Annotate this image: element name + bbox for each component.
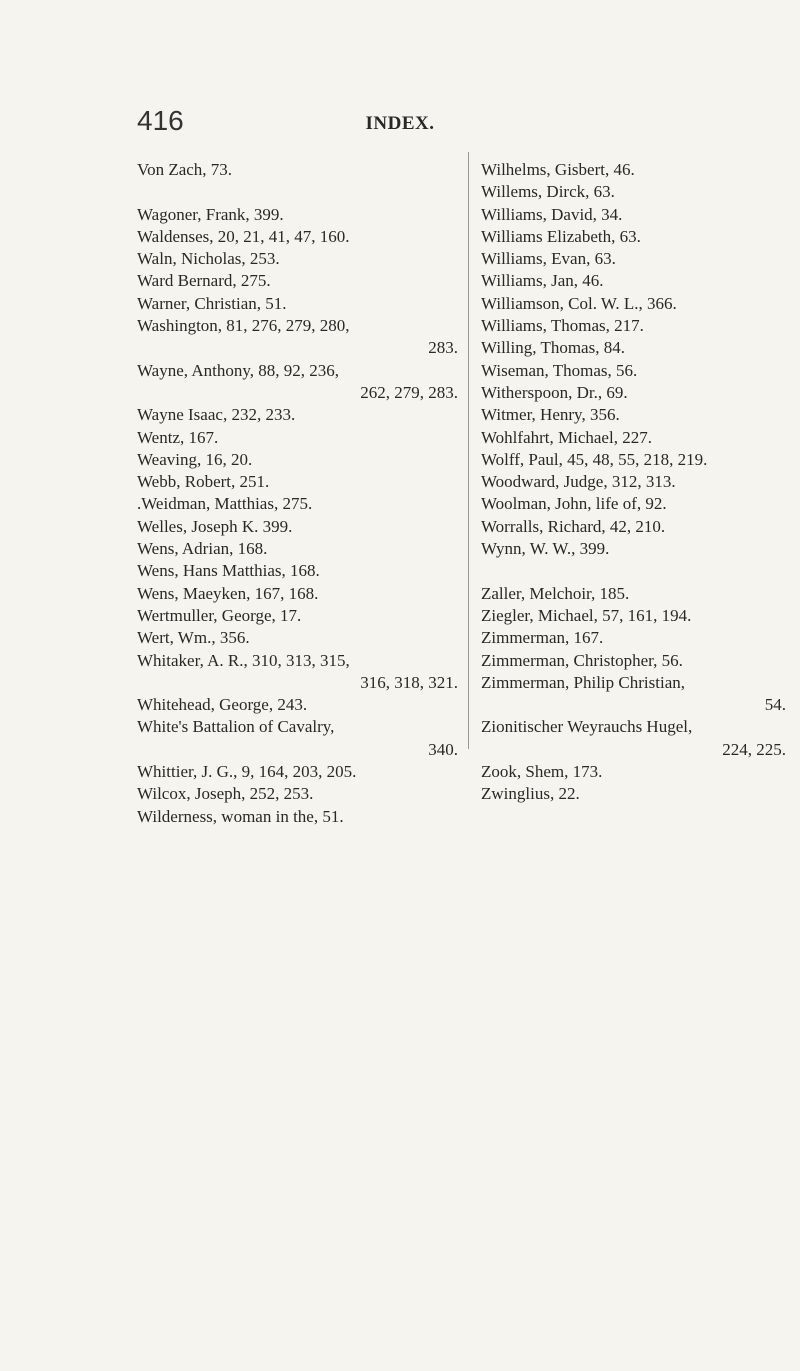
index-entry: Wert, Wm., 356. bbox=[137, 628, 250, 648]
index-entry: Worralls, Richard, 42, 210. bbox=[481, 516, 666, 536]
index-entry: Weaving, 16, 20. bbox=[137, 449, 253, 469]
index-entry: Wiseman, Thomas, 56. bbox=[481, 360, 638, 380]
index-entry: Wayne Isaac, 232, 233. bbox=[137, 405, 296, 425]
index-entry-continuation: 283. bbox=[428, 338, 458, 358]
index-entry: Wentz, 167. bbox=[137, 427, 219, 447]
index-entry: Washington, 81, 276, 279, 280, bbox=[137, 316, 350, 336]
index-entry: Wertmuller, George, 17. bbox=[137, 605, 302, 625]
index-entry: Wilderness, woman in the, 51. bbox=[137, 806, 344, 826]
index-entry: .Weidman, Matthias, 275. bbox=[137, 494, 313, 514]
section-gap bbox=[481, 560, 786, 582]
index-entry: Zimmerman, 167. bbox=[481, 628, 604, 648]
index-entry: Webb, Robert, 251. bbox=[137, 472, 270, 492]
index-entry: Willems, Dirck, 63. bbox=[481, 182, 615, 202]
index-entry: White's Battalion of Cavalry, bbox=[137, 717, 335, 737]
index-entry: Warner, Christian, 51. bbox=[137, 293, 287, 313]
index-entry-continuation: 340. bbox=[428, 739, 458, 759]
index-entry: Whittier, J. G., 9, 164, 203, 205. bbox=[137, 762, 357, 782]
index-entry: Wynn, W. W., 399. bbox=[481, 539, 610, 559]
index-entry: Wilhelms, Gisbert, 46. bbox=[481, 160, 635, 179]
index-entry: Wolff, Paul, 45, 48, 55, 218, 219. bbox=[481, 449, 708, 469]
index-entry: Williams, Evan, 63. bbox=[481, 249, 616, 269]
index-entry: Welles, Joseph K. 399. bbox=[137, 516, 293, 536]
index-entry: Wayne, Anthony, 88, 92, 236, bbox=[137, 360, 339, 380]
index-entry: Whitaker, A. R., 310, 313, 315, bbox=[137, 650, 350, 670]
index-entry: Waldenses, 20, 21, 41, 47, 160. bbox=[137, 226, 350, 246]
index-entry: Williams Elizabeth, 63. bbox=[481, 226, 641, 246]
index-entry: Witmer, Henry, 356. bbox=[481, 405, 620, 425]
index-entry: Ward Bernard, 275. bbox=[137, 271, 271, 291]
index-entry: Williams, David, 34. bbox=[481, 204, 623, 224]
index-entry: Wens, Maeyken, 167, 168. bbox=[137, 583, 319, 603]
index-entry: Von Zach, 73. bbox=[137, 160, 233, 179]
index-column-left bbox=[137, 159, 458, 828]
index-entry: Zimmerman, Philip Christian, bbox=[481, 672, 685, 692]
running-head: INDEX. bbox=[365, 113, 435, 134]
page-number: 416 bbox=[137, 105, 184, 136]
index-entry-continuation: 54. bbox=[764, 695, 786, 715]
index-entry: Witherspoon, Dr., 69. bbox=[481, 382, 628, 402]
index-entry: Willing, Thomas, 84. bbox=[481, 338, 625, 358]
index-entry-continuation: 224, 225. bbox=[722, 739, 786, 759]
index-entry: Williamson, Col. W. L., 366. bbox=[481, 293, 677, 313]
index-column-right bbox=[468, 152, 786, 804]
index-entry: Wens, Hans Matthias, 168. bbox=[137, 561, 320, 581]
index-entry: Williams, Jan, 46. bbox=[481, 271, 604, 291]
index-entry: Woodward, Judge, 312, 313. bbox=[481, 472, 676, 492]
index-entry: Zook, Shem, 173. bbox=[481, 762, 603, 782]
index-entry: Wohlfahrt, Michael, 227. bbox=[481, 427, 652, 447]
index-entry-continuation: 262, 279, 283. bbox=[360, 382, 458, 402]
index-entry: Waln, Nicholas, 253. bbox=[137, 249, 280, 269]
index-entry: Wilcox, Joseph, 252, 253. bbox=[137, 784, 314, 804]
index-entry: Wens, Adrian, 168. bbox=[137, 539, 268, 559]
index-entry: Zimmerman, Christopher, 56. bbox=[481, 650, 683, 670]
index-entry: Zwinglius, 22. bbox=[481, 784, 580, 804]
index-entry: Williams, Thomas, 217. bbox=[481, 316, 644, 336]
index-entry-continuation: 316, 318, 321. bbox=[360, 672, 458, 692]
index-entry: Zaller, Melchoir, 185. bbox=[481, 583, 630, 603]
index-entry: Whitehead, George, 243. bbox=[137, 695, 308, 715]
section-gap bbox=[137, 181, 458, 203]
index-entry: Zionitischer Weyrauchs Hugel, bbox=[481, 717, 693, 737]
index-entry: Ziegler, Michael, 57, 161, 194. bbox=[481, 605, 692, 625]
index-entry: Woolman, John, life of, 92. bbox=[481, 494, 667, 514]
index-entry: Wagoner, Frank, 399. bbox=[137, 204, 284, 224]
